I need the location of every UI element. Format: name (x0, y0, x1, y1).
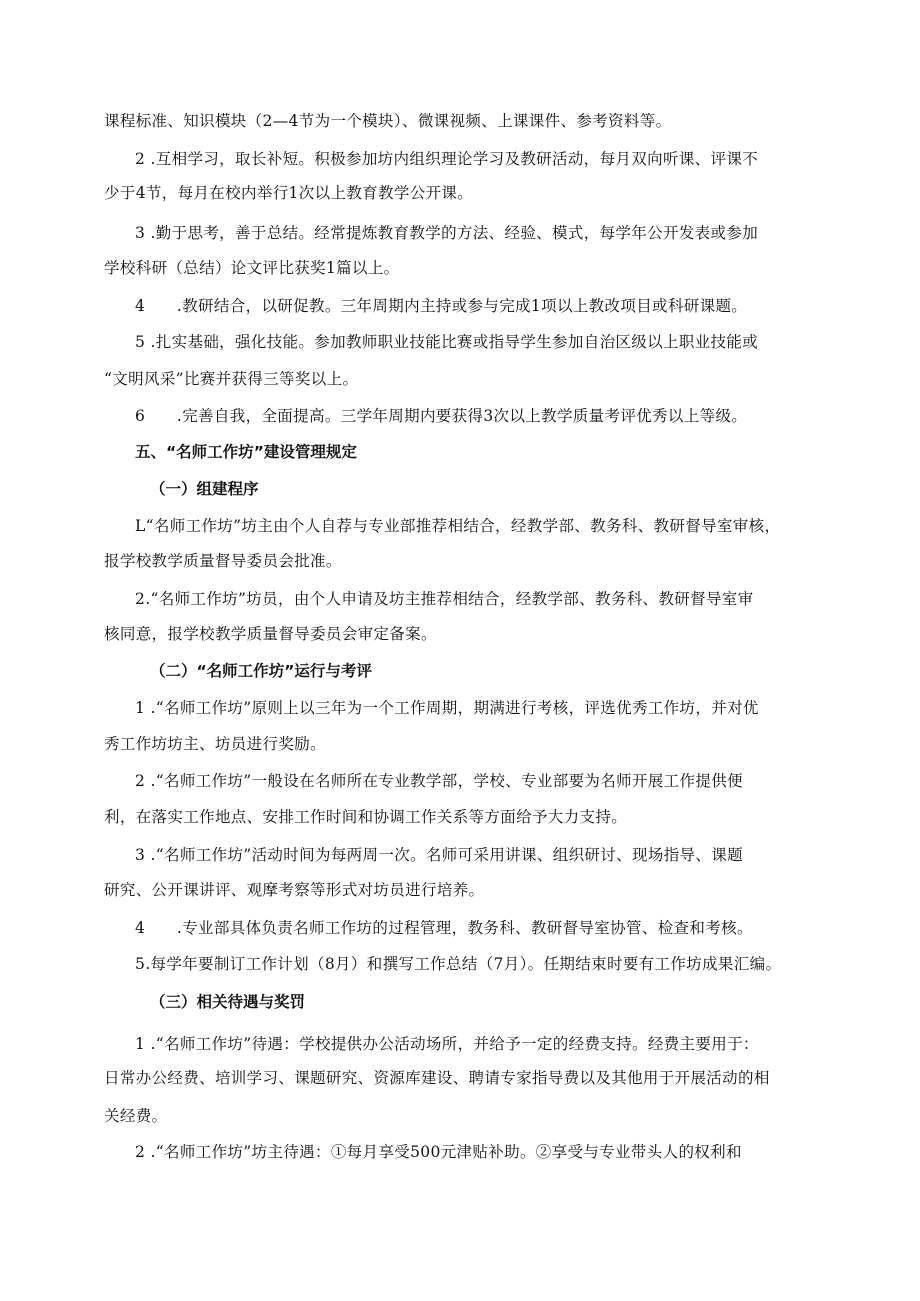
list-item-1-line: 1 .“名师工作坊”待遇：学校提供办公活动场所，并给予一定的经费支持。经费主要用于： (135, 1035, 759, 1053)
paragraph-line: 关经费。 (104, 1107, 168, 1125)
list-item-3-line: 3 .“名师工作坊”活动时间为每两周一次。名师可采用讲课、组织研讨、现场指导、课题 (135, 846, 743, 864)
subsection-heading-2: （二）“名师工作坊”运行与考评 (150, 662, 372, 680)
list-item-2-line: 2 .互相学习，取长补短。积极参加坊内组织理论学习及教研活动，每月双向听课、评课不 (135, 150, 759, 168)
subsection-heading-3: （三）相关待遇与奖罚 (150, 993, 306, 1011)
list-item-2-line: 2 .“名师工作坊”坊主待遇：①每月享受500元津贴补助。②享受与专业带头人的权利和 (135, 1143, 742, 1161)
paragraph-line: 课程标准、知识模块（2—4节为一个模块）、微课视频、上课课件、参考资料等。 (104, 112, 672, 130)
paragraph-line: 研究、公开课讲评、观摩考察等形式对坊员进行培养。 (104, 881, 485, 899)
list-item-6-line: 6 .完善自我，全面提高。三学年周期内要获得3次以上教学质量考评优秀以上等级。 (135, 407, 748, 425)
paragraph-line: 学校科研（总结）论文评比获奖1篇以上。 (104, 259, 400, 277)
paragraph-line: 少于4节，每月在校内举行1次以上教育教学公开课。 (104, 184, 474, 202)
list-item-4-line: 4 .教研结合，以研促教。三年周期内主持或参与完成1项以上教改项目或科研课题。 (135, 297, 748, 315)
list-item-5-line: 5.每学年要制订工作计划（8月）和撰写工作总结（7月）。任期结束时要有工作坊成果汇编。 (135, 955, 782, 973)
paragraph-line: “文明风采”比赛并获得三等奖以上。 (104, 370, 359, 388)
paragraph-line: 核同意，报学校教学质量督导委员会审定备案。 (104, 625, 437, 643)
list-item-1-line: 1 .“名师工作坊”原则上以三年为一个工作周期，期满进行考核，评选优秀工作坊，并对优 (135, 699, 759, 717)
list-item-2-line: 2.“名师工作坊”坊员，由个人申请及坊主推荐相结合，经教学部、教务科、教研督导室审 (135, 590, 754, 608)
list-item-1-line: L“名师工作坊”坊主由个人自荐与专业部推荐相结合，经教学部、教务科、教研督导室审核， (135, 517, 781, 535)
list-item-3-line: 3 .勤于思考，善于总结。经常提炼教育教学的方法、经验、模式，每学年公开发表或参加 (135, 224, 759, 242)
list-item-4-line: 4 .专业部具体负责名师工作坊的过程管理，教务科、教研督导室协管、检查和考核。 (135, 919, 753, 937)
paragraph-line: 日常办公经费、培训学习、课题研究、资源库建设、聘请专家指导费以及其他用于开展活动的相 (104, 1069, 770, 1087)
subsection-heading-1: （一）组建程序 (150, 480, 259, 498)
paragraph-line: 报学校教学质量督导委员会批准。 (104, 552, 342, 570)
list-item-5-line: 5 .扎实基础，强化技能。参加教师职业技能比赛或指导学生参加自治区级以上职业技能或 (135, 333, 759, 351)
section-heading-5: 五、“名师工作坊”建设管理规定 (135, 443, 357, 461)
list-item-2-line: 2 .“名师工作坊”一般设在名师所在专业教学部，学校、专业部要为名师开展工作提供便 (135, 772, 743, 790)
paragraph-line: 秀工作坊坊主、坊员进行奖励。 (104, 735, 326, 753)
paragraph-line: 利，在落实工作地点、安排工作时间和协调工作关系等方面给予大力支持。 (104, 808, 628, 826)
